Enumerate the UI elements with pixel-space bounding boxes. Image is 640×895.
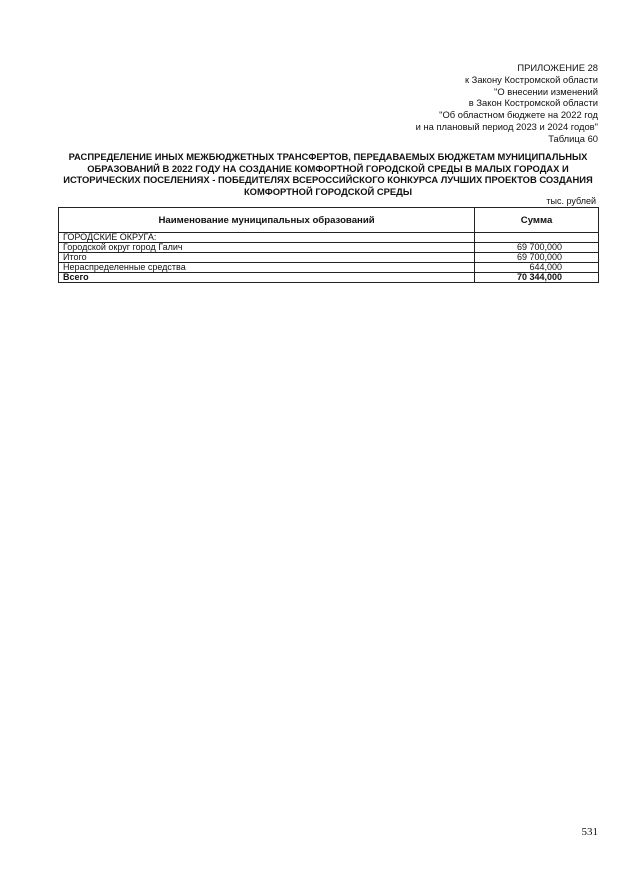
distribution-table	[58, 207, 599, 283]
column-header-name: Наименование муниципальных образований	[59, 208, 475, 233]
table-row	[59, 243, 599, 253]
row-name: Итого	[59, 253, 475, 263]
table-total-row	[59, 273, 599, 283]
table-row	[59, 253, 599, 263]
units-label: тыс. рублей	[546, 196, 596, 206]
table-row	[59, 233, 599, 243]
appendix-line: ПРИЛОЖЕНИЕ 28	[517, 62, 598, 73]
appendix-line: "О внесении изменений	[494, 85, 598, 97]
row-amount: 69 700,000	[475, 253, 599, 263]
appendix-line: "Об областном бюджете на 2022 год	[439, 109, 598, 121]
document-title: РАСПРЕДЕЛЕНИЕ ИНЫХ МЕЖБЮДЖЕТНЫХ ТРАНСФЕРТОВ, ПЕРЕДАВАЕМЫХ БЮДЖЕТАМ МУНИЦИПАЛЬНЫХ ОБРАЗОВАНИЙ В 2022 ГОДУ НА СОЗДАНИЕ КОМФОРТНОЙ ГОРОДСКОЙ СРЕДЫ В МАЛЫХ ГОРОДАХ И ИСТОРИЧЕСКИХ ПОСЕЛЕНИЯХ - ПОБЕДИТЕЛЯХ ВСЕРОССИЙСКОГО КОНКУРСА ЛУЧШИХ ПРОЕКТОВ СОЗДАНИЯ КОМФОРТНОЙ ГОРОДСКОЙ СРЕДЫ	[63, 151, 593, 197]
page-number: 531	[581, 826, 598, 838]
table-number: Таблица 60	[548, 132, 598, 144]
appendix-header	[298, 62, 598, 145]
appendix-line: в Закон Костромской области	[468, 97, 598, 109]
row-name: Всего	[59, 273, 475, 283]
row-name: Нераспределенные средства	[59, 263, 475, 273]
row-amount: 644,000	[475, 263, 599, 273]
row-name: ГОРОДСКИЕ ОКРУГА:	[59, 233, 475, 243]
row-amount: 70 344,000	[475, 273, 599, 283]
appendix-line: и на плановый период 2023 и 2024 годов"	[415, 120, 598, 132]
table-row	[59, 263, 599, 273]
row-amount: 69 700,000	[475, 243, 599, 253]
table-header-row	[59, 208, 599, 233]
row-name: Городской округ город Галич	[59, 243, 475, 253]
appendix-line: к Закону Костромской области	[464, 73, 598, 85]
column-header-amount: Сумма	[475, 208, 599, 233]
row-amount	[475, 233, 599, 243]
